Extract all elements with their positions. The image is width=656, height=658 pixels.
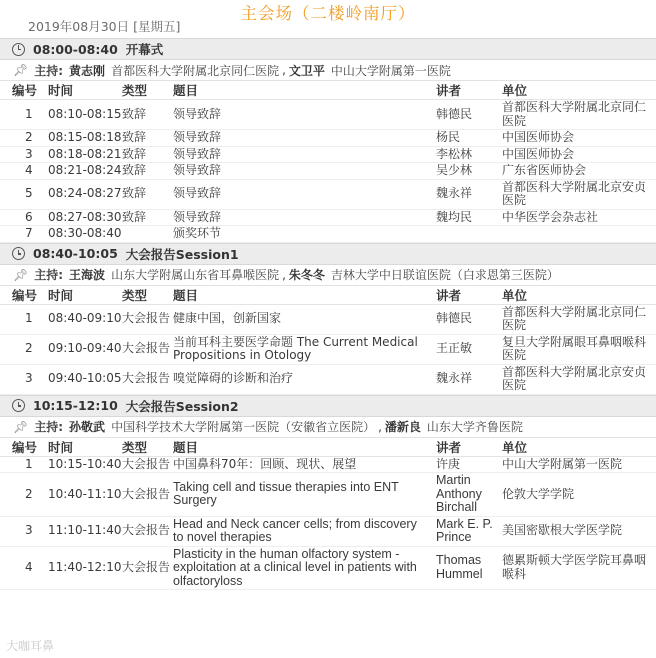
clock-icon	[12, 43, 25, 56]
host-affiliation: 中国科学技术大学附属第一医院（安徽省立医院）	[111, 420, 376, 434]
row-type: 大会报告	[122, 304, 173, 334]
row-speaker: 韩德民	[436, 100, 502, 130]
table-row	[0, 334, 656, 364]
host-name: 朱冬冬	[288, 268, 325, 282]
table-row	[0, 146, 656, 163]
row-time: 08:15-08:18	[48, 130, 122, 144]
row-speaker: 魏永祥	[436, 179, 502, 209]
row-no: 6	[0, 209, 48, 226]
row-type: 致辞	[122, 146, 173, 163]
pin-icon: 📌︎	[13, 419, 29, 434]
host-affiliation: 山东大学齐鲁医院	[426, 420, 523, 434]
row-no: 1	[0, 304, 48, 334]
row-unit: 中国医师协会	[502, 130, 656, 147]
row-type	[122, 226, 173, 243]
row-unit: 首都医科大学附属北京安贞医院	[502, 364, 656, 394]
row-type: 大会报告	[122, 473, 173, 517]
col-topic-header: 题目	[173, 81, 436, 100]
row-type: 致辞	[122, 100, 173, 130]
row-speaker	[436, 226, 502, 243]
host-affiliation: 中山大学附属第一医院	[330, 63, 451, 78]
host-name: 文卫平	[288, 63, 325, 78]
host-name: 王海波	[69, 268, 106, 282]
table-header-row	[0, 81, 656, 100]
clock-icon	[12, 399, 25, 412]
host-label: 主持:	[34, 268, 64, 282]
row-speaker: 韩德民	[436, 304, 502, 334]
col-topic-header: 题目	[173, 438, 436, 457]
row-topic: 中国鼻科70年：回顾、现状、展望	[173, 456, 436, 473]
row-unit: 中华医学会杂志社	[502, 209, 656, 226]
table-row	[0, 209, 656, 226]
row-no: 2	[0, 334, 48, 364]
row-topic: 领导致辞	[173, 100, 436, 130]
row-no: 4	[0, 546, 48, 590]
row-no: 3	[0, 146, 48, 163]
row-speaker: Martin Anthony Birchall	[436, 473, 502, 517]
row-topic: 领导致辞	[173, 146, 436, 163]
row-unit: 首都医科大学附属北京安贞医院	[502, 179, 656, 209]
page-header	[0, 0, 656, 38]
row-type: 致辞	[122, 130, 173, 147]
host-label: 主持:	[34, 420, 64, 434]
row-unit: 德累斯顿大学医学院耳鼻咽喉科	[502, 546, 656, 590]
row-time: 11:40-12:10	[48, 546, 122, 590]
row-time: 08:30-08:40	[48, 226, 122, 240]
col-time-header: 时间	[48, 438, 122, 457]
col-type-header: 类型	[122, 438, 173, 457]
row-topic: 领导致辞	[173, 130, 436, 147]
host-separator: ,	[282, 267, 286, 282]
row-topic: Head and Neck cancer cells; from discovery to novel therapies	[173, 516, 436, 546]
row-no: 3	[0, 364, 48, 394]
row-time: 11:10-11:40	[48, 516, 122, 546]
row-topic: 颁奖环节	[173, 226, 436, 243]
row-time: 08:10-08:15	[48, 100, 122, 130]
table-row	[0, 100, 656, 130]
host-separator: ,	[282, 63, 286, 77]
pin-icon: 📌︎	[13, 63, 29, 77]
row-speaker: 吴少林	[436, 163, 502, 180]
row-type: 致辞	[122, 209, 173, 226]
host-name: 黄志刚	[69, 63, 106, 78]
col-unit-header: 单位	[502, 438, 656, 457]
session-time: 08:00-08:40	[33, 41, 118, 57]
table-header-row	[0, 286, 656, 305]
host-label: 主持:	[34, 63, 64, 78]
row-topic: 健康中国，创新国家	[173, 304, 436, 334]
table-row	[0, 179, 656, 209]
row-time: 08:40-09:10	[48, 304, 122, 334]
row-no: 1	[0, 456, 48, 473]
row-no: 2	[0, 130, 48, 147]
row-time: 08:21-08:24	[48, 163, 122, 177]
row-speaker: 魏均民	[436, 209, 502, 226]
row-unit: 首都医科大学附属北京同仁医院	[502, 100, 656, 130]
session-hosts	[0, 265, 656, 286]
row-topic: 嗅觉障碍的诊断和治疗	[173, 364, 436, 394]
session-time: 08:40-10:05	[33, 246, 118, 261]
row-unit: 中山大学附属第一医院	[502, 456, 656, 473]
row-speaker: Thomas Hummel	[436, 546, 502, 590]
col-type-header: 类型	[122, 81, 173, 100]
host-name: 孙敬武	[69, 420, 106, 434]
row-unit: 中国医师协会	[502, 146, 656, 163]
row-type: 致辞	[122, 179, 173, 209]
table-row	[0, 546, 656, 590]
row-type: 致辞	[122, 163, 173, 180]
session-hosts	[0, 417, 656, 438]
row-speaker: 李松林	[436, 146, 502, 163]
session-header	[0, 38, 656, 60]
row-topic: 领导致辞	[173, 179, 436, 209]
venue-title: 主会场（二楼岭南厅）	[240, 4, 416, 23]
col-time-header: 时间	[48, 81, 122, 100]
session-title: 开幕式	[125, 42, 164, 57]
session-table	[0, 286, 656, 395]
row-type: 大会报告	[122, 546, 173, 590]
row-time: 10:15-10:40	[48, 456, 122, 471]
session-header	[0, 395, 656, 417]
col-speaker-header: 讲者	[436, 286, 502, 305]
col-no-header: 编号	[0, 438, 48, 457]
session-list	[0, 38, 656, 590]
session-title: 大会报告Session2	[125, 398, 239, 414]
row-speaker: 许庚	[436, 456, 502, 473]
session-title: 大会报告Session1	[125, 246, 239, 262]
row-topic: 当前耳科主要医学命题 The Current Medical Propositions in Otology	[173, 334, 436, 364]
col-speaker-header: 讲者	[436, 438, 502, 457]
col-unit-header: 单位	[502, 286, 656, 305]
row-no: 4	[0, 163, 48, 180]
row-time: 08:24-08:27	[48, 179, 122, 209]
col-no-header: 编号	[0, 81, 48, 100]
row-time: 09:10-09:40	[48, 334, 122, 364]
row-topic: 领导致辞	[173, 209, 436, 226]
session-table	[0, 81, 656, 243]
row-type: 大会报告	[122, 456, 173, 473]
row-no: 7	[0, 226, 48, 243]
watermark: 大咖耳鼻	[6, 639, 55, 653]
col-unit-header: 单位	[502, 81, 656, 100]
session-header	[0, 243, 656, 265]
session-table	[0, 438, 656, 591]
row-unit: 伦敦大学学院	[502, 473, 656, 517]
row-speaker: Mark E. P. Prince	[436, 516, 502, 546]
row-unit	[502, 226, 656, 243]
col-topic-header: 题目	[173, 286, 436, 305]
table-row	[0, 304, 656, 334]
row-unit: 复旦大学附属眼耳鼻咽喉科医院	[502, 334, 656, 364]
row-type: 大会报告	[122, 334, 173, 364]
row-topic: Taking cell and tissue therapies into ENT Surgery	[173, 473, 436, 517]
table-row	[0, 364, 656, 394]
table-row	[0, 163, 656, 180]
pin-icon: 📌︎	[13, 267, 29, 282]
host-affiliation: 首都医科大学附属北京同仁医院	[111, 63, 280, 78]
session-hosts	[0, 60, 656, 81]
col-time-header: 时间	[48, 286, 122, 305]
host-separator: ,	[378, 419, 382, 434]
row-time: 08:18-08:21	[48, 146, 122, 161]
row-no: 1	[0, 100, 48, 130]
row-no: 5	[0, 179, 48, 209]
row-no: 2	[0, 473, 48, 517]
row-time: 09:40-10:05	[48, 364, 122, 394]
row-unit: 广东省医师协会	[502, 163, 656, 180]
row-topic: Plasticity in the human olfactory system - exploitation at a clinical level in patients with olfactoryloss	[173, 546, 436, 590]
row-speaker: 杨民	[436, 130, 502, 147]
schedule-date: 2019年08月30日 [星期五]	[28, 19, 181, 34]
table-header-row	[0, 438, 656, 457]
row-unit: 首都医科大学附属北京同仁医院	[502, 304, 656, 334]
row-type: 大会报告	[122, 516, 173, 546]
row-speaker: 王正敏	[436, 334, 502, 364]
row-type: 大会报告	[122, 364, 173, 394]
row-no: 3	[0, 516, 48, 546]
row-time: 08:27-08:30	[48, 209, 122, 224]
row-topic: 领导致辞	[173, 163, 436, 180]
col-speaker-header: 讲者	[436, 81, 502, 100]
col-no-header: 编号	[0, 286, 48, 305]
host-name: 潘新良	[384, 420, 421, 434]
row-time: 10:40-11:10	[48, 473, 122, 517]
table-row	[0, 456, 656, 473]
host-affiliation: 吉林大学中日联谊医院（白求恩第三医院）	[330, 268, 559, 282]
table-row	[0, 516, 656, 546]
row-unit: 美国密歇根大学医学院	[502, 516, 656, 546]
table-row	[0, 226, 656, 243]
session-time: 10:15-12:10	[33, 398, 118, 413]
host-affiliation: 山东大学附属山东省耳鼻喉医院	[111, 268, 280, 282]
col-type-header: 类型	[122, 286, 173, 305]
row-speaker: 魏永祥	[436, 364, 502, 394]
clock-icon	[12, 247, 25, 260]
table-row	[0, 130, 656, 147]
table-row	[0, 473, 656, 517]
